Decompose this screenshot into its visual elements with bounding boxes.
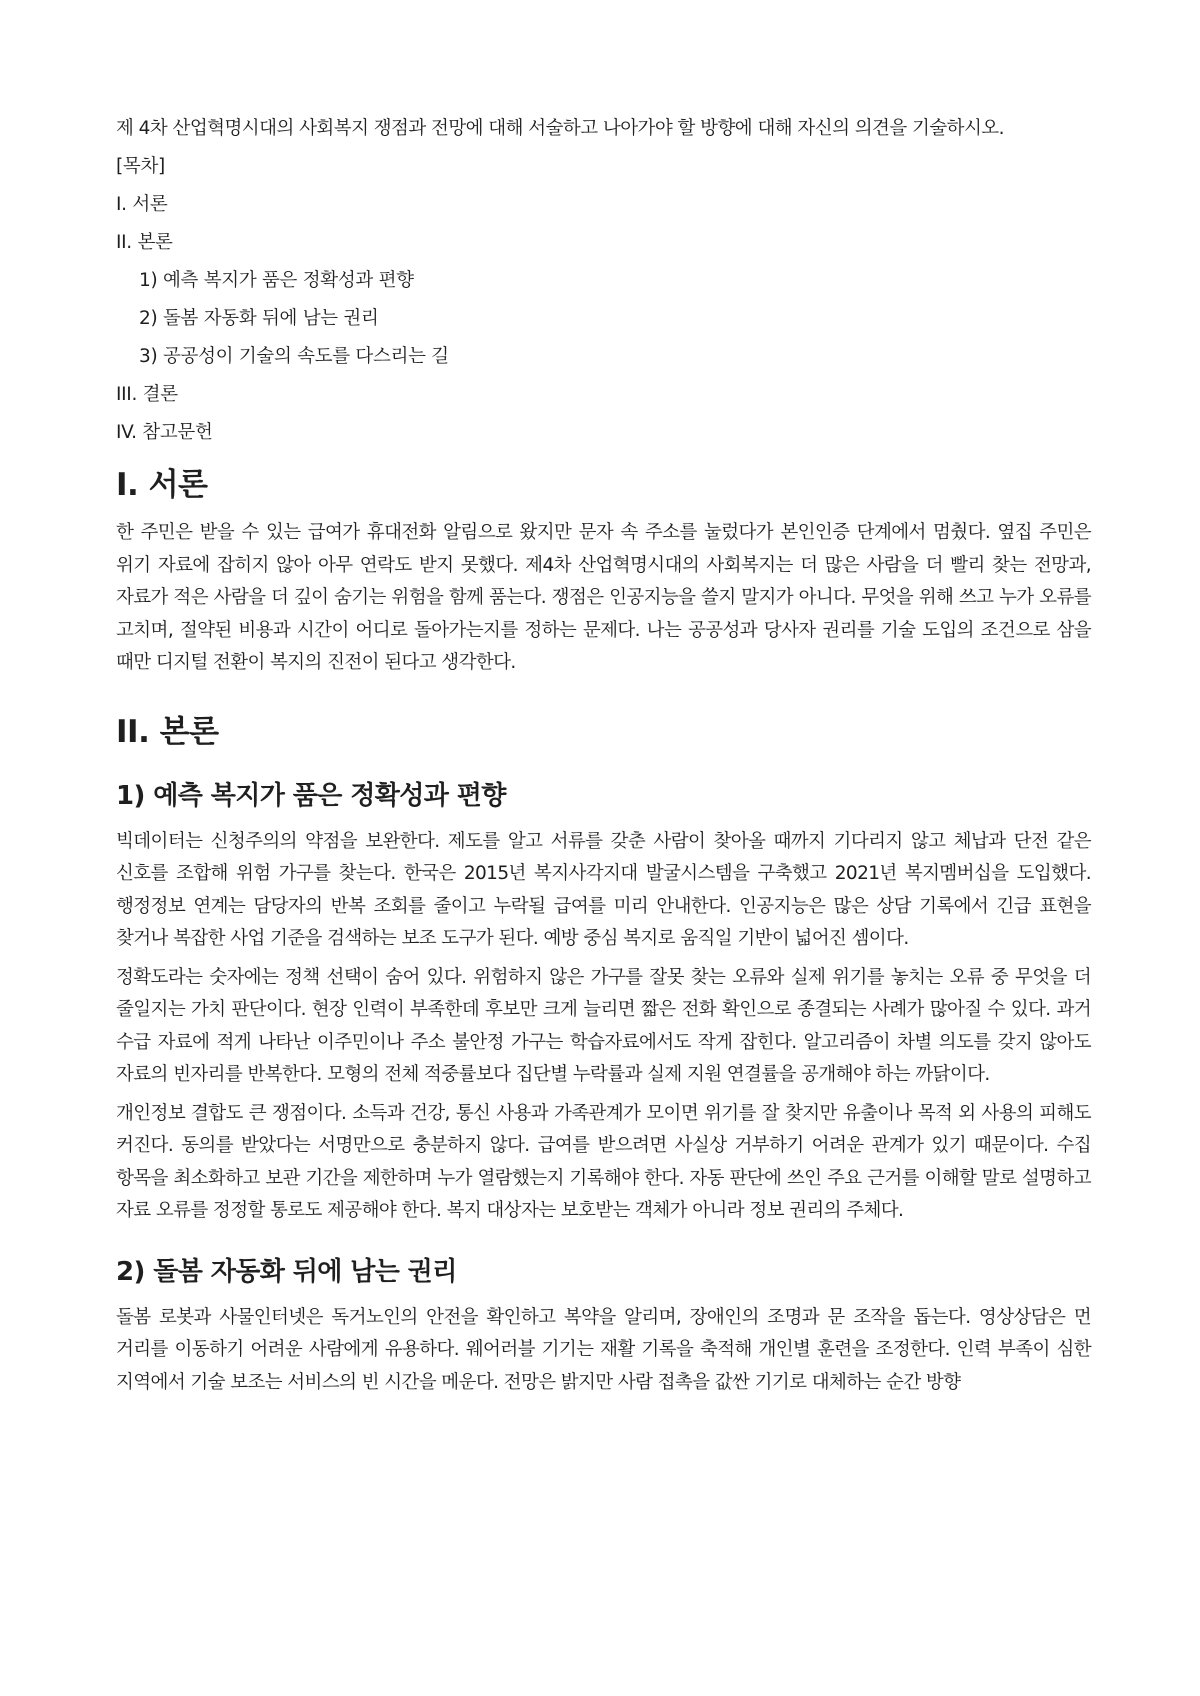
toc-label: [목차]: [116, 156, 165, 177]
toc-item: III. 결론: [116, 384, 178, 405]
toc-item: I. 서론: [116, 194, 168, 215]
toc-subitem: 3) 공공성이 기술의 속도를 다스리는 길: [139, 346, 449, 367]
intro-paragraph: 한 주민은 받을 수 있는 급여가 휴대전화 알림으로 왔지만 문자 속 주소를 눌렀다가 본인인증 단계에서 멈췄다. 옆집 주민은 위기 자료에 잡히지 않아 아무 연락도 받지 못했다. 제4차 산업혁명시대의 사회복지는 더 많은 사람을 더 빨리 찾는 전망과, 자료가 적은 사람을 더 깊이 숨기는 위험을 함께 품는다. 쟁점은 인공지능을 쓸지 말지가 아니다. 무엇을 위해 쓰고 누가 오류를 고치며, 절약된 비용과 시간이 어디로 돌아가는지를 정하는 문제다. 나는 공공성과 당사자 권리를 기술 도입의 조건으로 삼을 때만 디지털 전환이 복지의 진전이 된다고 생각한다.: [116, 522, 1091, 673]
intro-heading: I. 서론: [116, 467, 208, 503]
toc-subitem: 1) 예측 복지가 품은 정확성과 편향: [139, 270, 414, 291]
section2-paragraph: 돌봄 로봇과 사물인터넷은 독거노인의 안전을 확인하고 복약을 알리며, 장애인의 조명과 문 조작을 돕는다. 영상상담은 먼 거리를 이동하기 어려운 사람에게 유용하다. 웨어러블 기기는 재활 기록을 축적해 개인별 훈련을 조정한다. 인력 부족이 심한 지역에서 기술 보조는 서비스의 빈 시간을 메운다. 전망은 밝지만 사람 접촉을 값싼 기기로 대체하는 순간 방향: [116, 1306, 1091, 1393]
toc-subitem: 2) 돌봄 자동화 뒤에 남는 권리: [139, 308, 379, 329]
section1-heading: 1) 예측 복지가 품은 정확성과 편향: [116, 780, 506, 811]
section1-paragraph: 정확도라는 숫자에는 정책 선택이 숨어 있다. 위험하지 않은 가구를 잘못 찾는 오류와 실제 위기를 놓치는 오류 중 무엇을 더 줄일지는 가치 판단이다. 현장 인력이 부족한데 후보만 크게 늘리면 짧은 전화 확인으로 종결되는 사례가 많아질 수 있다. 과거 수급 자료에 적게 나타난 이주민이나 주소 불안정 가구는 학습자료에서도 작게 잡힌다. 알고리즘이 차별 의도를 갖지 않아도 자료의 빈자리를 반복한다. 모형의 전체 적중률보다 집단별 누락률과 실제 지원 연결률을 공개해야 하는 까닭이다.: [116, 966, 1091, 1085]
assignment-prompt: 제 4차 산업혁명시대의 사회복지 쟁점과 전망에 대해 서술하고 나아가야 할 방향에 대해 자신의 의견을 기술하시오.: [116, 118, 1004, 139]
section2-heading: 2) 돌봄 자동화 뒤에 남는 권리: [116, 1256, 457, 1287]
main-heading: II. 본론: [116, 713, 219, 750]
table-of-contents: [116, 153, 1091, 447]
document-page: [116, 115, 1091, 1399]
toc-item: II. 본론: [116, 232, 173, 253]
section1-paragraph: 개인정보 결합도 큰 쟁점이다. 소득과 건강, 통신 사용과 가족관계가 모이면 위기를 잘 찾지만 유출이나 목적 외 사용의 피해도 커진다. 동의를 받았다는 서명만으로 충분하지 않다. 급여를 받으려면 사실상 거부하기 어려운 관계가 있기 때문이다. 수집 항목을 최소화하고 보관 기간을 제한하며 누가 열람했는지 기록해야 한다. 자동 판단에 쓰인 주요 근거를 이해할 말로 설명하고 자료 오류를 정정할 통로도 제공해야 한다. 복지 대상자는 보호받는 객체가 아니라 정보 권리의 주체다.: [116, 1102, 1091, 1221]
toc-item: IV. 참고문헌: [116, 422, 213, 443]
section1-paragraph: 빅데이터는 신청주의의 약점을 보완한다. 제도를 알고 서류를 갖춘 사람이 찾아올 때까지 기다리지 않고 체납과 단전 같은 신호를 조합해 위험 가구를 찾는다. 한국은 2015년 복지사각지대 발굴시스템을 구축했고 2021년 복지멤버십을 도입했다. 행정정보 연계는 담당자의 반복 조회를 줄이고 누락될 급여를 미리 안내한다. 인공지능은 많은 상담 기록에서 긴급 표현을 찾거나 복잡한 사업 기준을 검색하는 보조 도구가 된다. 예방 중심 복지로 움직일 기반이 넓어진 셈이다.: [116, 830, 1091, 949]
